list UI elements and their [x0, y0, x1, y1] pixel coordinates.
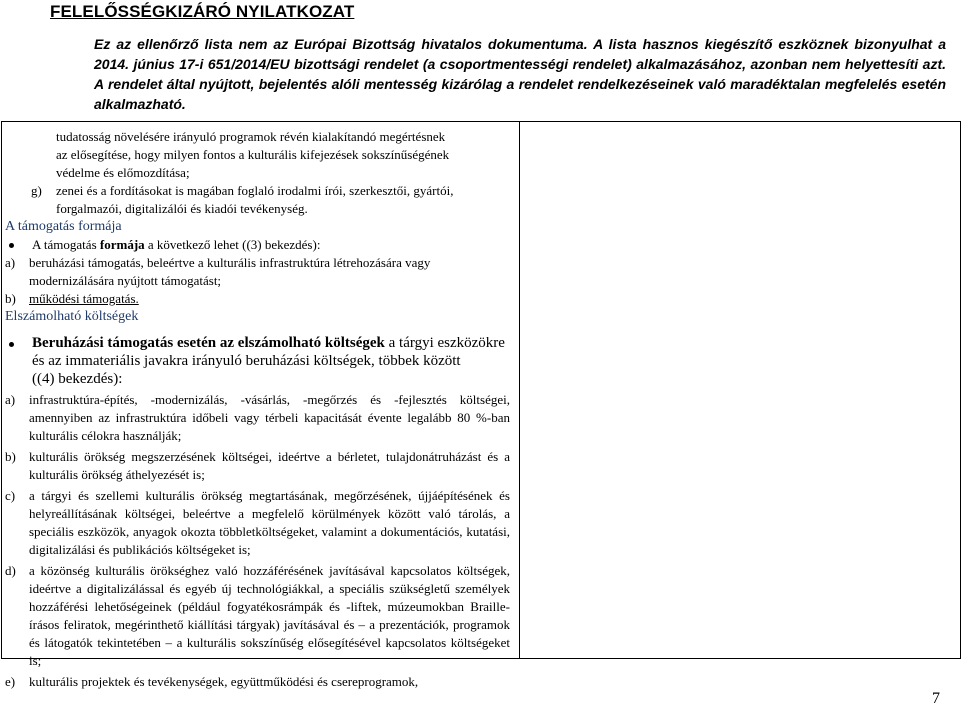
bullet-text-bold: Beruházási támogatás esetén az elszámolható költségek — [32, 335, 385, 351]
list-item-form-a — [5, 254, 510, 290]
bullet-text: és az immateriális javakra irányuló beruházási költségek, többek között — [32, 353, 461, 369]
page-title: FELELŐSSÉGKIZÁRÓ NYILATKOZAT — [50, 2, 355, 21]
section-heading-costs: Elszámolható költségek — [5, 309, 139, 324]
list-item-text: a közönség kulturális örökséghez való hozzáférésének javításával kapcsolatos költségek, ideértve a digitalizálással és egyéb új technológiákkal, a speciális szükségletű személyek hozzáférési lehetőségeinek (például fogyatékosrámpák és -liftek, múzeumokban Braille-írásos feliratok, megérinthető kiállítási tárgyak) javításával és – a prezentációk, programok és látogatók tekintetében – a kulturális sokszínűség elősegítésével kapcsolatos költségeket is; — [29, 563, 510, 668]
list-item-cost-a — [5, 391, 510, 445]
list-item-text: modernizálására nyújtott támogatást; — [29, 273, 222, 288]
bullet-icon — [9, 243, 14, 248]
list-item-text: kulturális örökség megszerzésének költségei, ideértve a bérletet, tulajdonátruházást és a kulturális örökség áthelyezését is; — [29, 449, 510, 482]
list-item-cost-b — [5, 448, 510, 484]
list-item-cost-e — [5, 673, 510, 691]
list-marker: g) — [31, 183, 42, 198]
bullet-text: a tárgyi eszközökre — [384, 335, 505, 351]
list-marker: a) — [5, 392, 16, 407]
continuation-line: tudatosság növelésére irányuló programok révén kialakítandó megértésnek — [56, 129, 446, 144]
bullet-text-bold: formája — [99, 237, 145, 252]
checklist-table — [1, 121, 961, 689]
list-item-text: infrastruktúra-építés, -modernizálás, -vásárlás, -megőrzés és -fejlesztés költségei, amennyiben az infrastruktúra időbeli vagy térbeli kapacitását évente legalább 80 %-ban kulturális célokra használják; — [29, 392, 510, 443]
list-item-g — [5, 182, 510, 218]
bullet-icon — [9, 342, 14, 347]
continuation-line: védelme és előmozdítása; — [56, 165, 190, 180]
list-item-form-b — [5, 290, 510, 308]
disclaimer-paragraph: Ez az ellenőrző lista nem az Európai Bizottság hivatalos dokumentuma. A lista hasznos kiegészítő eszköznek bizonyulhat a 2014. június 17-i 651/2014/EU bizottsági rendelet (a csoportmentességi rendelet) alkalmazásához, azonban nem helyettesíti azt. A rendelet által nyújtott, bejelentés alóli mentesség kizárólag a rendelet rendelkezéseinek való maradéktalan megfelelés esetén alkalmazható. — [94, 36, 946, 112]
bullet-item-costs — [5, 334, 510, 388]
left-column — [5, 128, 510, 691]
continuation-line: az elősegítése, hogy milyen fontos a kulturális kifejezések sokszínűségének — [56, 147, 450, 162]
list-item-text: működési támogatás. — [29, 291, 139, 306]
section-heading-form: A támogatás formája — [5, 219, 122, 234]
list-item-text: forgalmazói, digitalizálói és kiadói tevékenység. — [56, 201, 308, 216]
list-marker: b) — [5, 449, 16, 464]
list-marker: d) — [5, 563, 16, 578]
bullet-text: ((4) bekezdés): — [32, 371, 123, 387]
list-marker: e) — [5, 674, 16, 689]
list-item-cost-c — [5, 487, 510, 559]
bullet-text: a következő lehet ((3) bekezdés): — [144, 237, 321, 252]
list-marker: b) — [5, 291, 16, 306]
list-item-cost-d — [5, 562, 510, 670]
list-item-text: beruházási támogatás, beleértve a kulturális infrastruktúra létrehozására vagy — [29, 255, 431, 270]
column-divider — [519, 122, 520, 658]
disclaimer-text — [94, 34, 946, 114]
page-number: 7 — [932, 690, 940, 707]
list-item-text: zenei és a fordításokat is magában foglaló irodalmi írói, szerkesztői, gyártói, — [56, 183, 454, 198]
bullet-text: A támogatás — [32, 237, 100, 252]
list-marker: a) — [5, 255, 16, 270]
list-item-text: kulturális projektek és tevékenységek, együttműködési és csereprogramok, — [29, 674, 419, 689]
bullet-item-form — [5, 236, 510, 254]
list-item-text: a tárgyi és szellemi kulturális örökség megtartásának, megőrzésének, újjáépítésének és helyreállításának költségei, beleértve a megfelelő körülmények között való tárolás, a speciális eszközök, anyagok okozta többletköltségeket, valamint a dokumentációs, kutatási, digitalizálási és publikációs költségeket is; — [29, 488, 510, 557]
list-marker: c) — [5, 488, 16, 503]
